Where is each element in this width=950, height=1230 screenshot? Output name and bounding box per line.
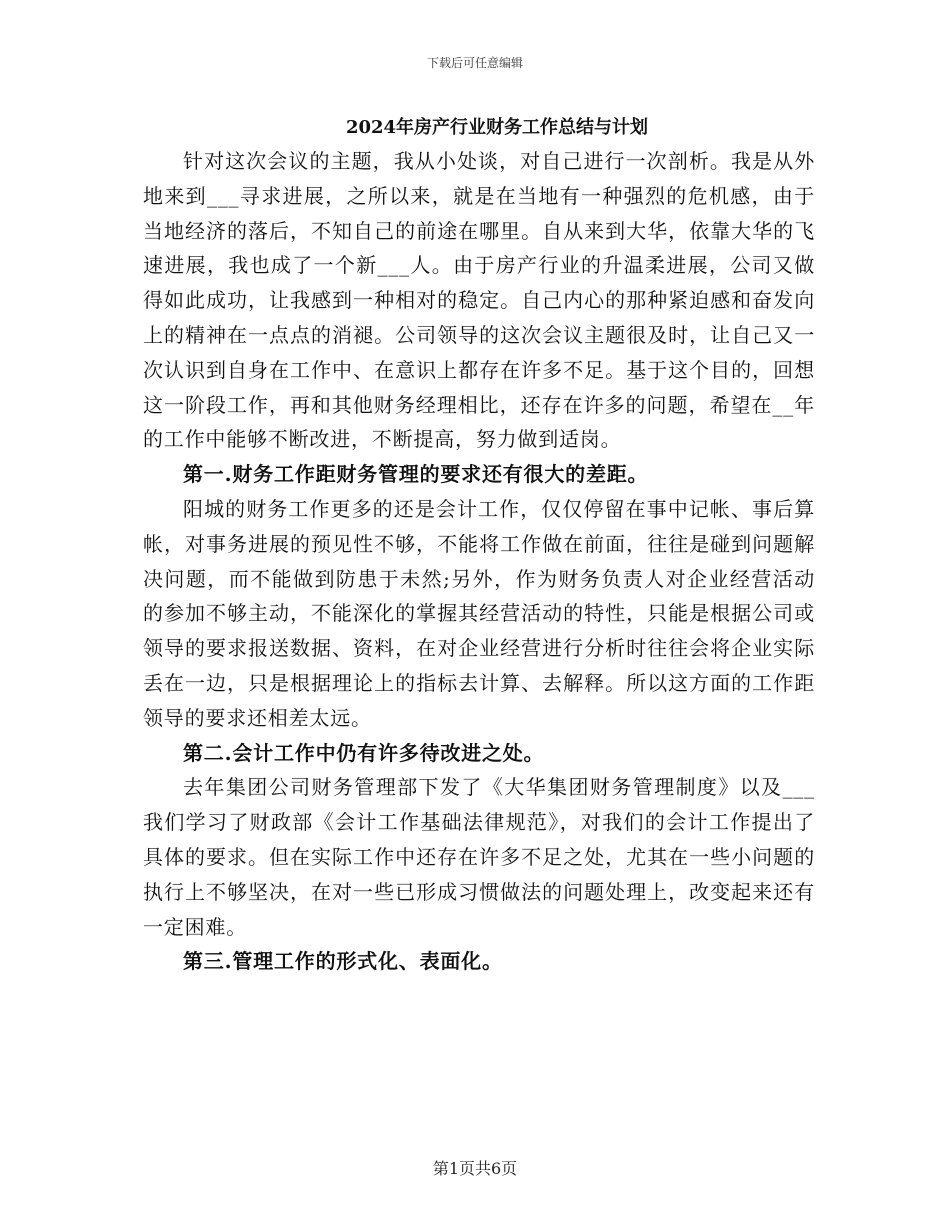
section-heading-2: 第二.会计工作中仍有许多待改进之处。	[183, 740, 545, 765]
document-body	[143, 114, 815, 979]
section-heading-3: 第三.管理工作的形式化、表面化。	[183, 949, 503, 974]
page-number-footer: 第1页共6页	[432, 1159, 518, 1178]
paragraph-intro: 针对这次会议的主题，我从小处谈，对自己进行一次剖析。我是从外地来到___寻求进展，之所以来，就是在当地有一种强烈的危机感，由于当地经济的落后，不知自己的前途在哪里。自从来到大华，依靠大华的飞速进展，我也成了一个新___人。由于房产行业的升温柔进展，公司又做得如此成功，让我感到一种相对的稳定。自己内心的那种紧迫感和奋发向上的精神在一点点的消褪。公司领导的这次会议主题很及时，让自己又一次认识到自身在工作中、在意识上都存在许多不足。基于这个目的，回想这一阶段工作，再和其他财务经理相比，还存在许多的问题，希望在__年的工作中能够不断改进，不断提高，努力做到适岗。	[143, 149, 815, 452]
document-title: 2024年房产行业财务工作总结与计划	[345, 117, 649, 138]
header-note: 下载后可任意编辑	[426, 56, 523, 70]
paragraph-section-1: 阳城的财务工作更多的还是会计工作，仅仅停留在事中记帐、事后算帐，对事务进展的预见性不够，不能将工作做在前面，往往是碰到问题解决问题，而不能做到防患于未然;另外，作为财务负责人对企业经营活动的参加不够主动，不能深化的掌握其经营活动的特性，只能是根据公司或领导的要求报送数据、资料，在对企业经营进行分析时往往会将企业实际丢在一边，只是根据理论上的指标去计算、去解释。所以这方面的工作距领导的要求还相差太远。	[143, 496, 815, 730]
paragraph-section-2: 去年集团公司财务管理部下发了《大华集团财务管理制度》以及___我们学习了财政部《会计工作基础法律规范》，对我们的会计工作提出了具体的要求。但在实际工作中还存在许多不足之处，尤其在一些小问题的执行上不够坚决，在对一些已形成习惯做法的问题处理上，改变起来还有一定困难。	[143, 775, 815, 939]
section-heading-1: 第一.财务工作距财务管理的要求还有很大的差距。	[183, 462, 649, 487]
